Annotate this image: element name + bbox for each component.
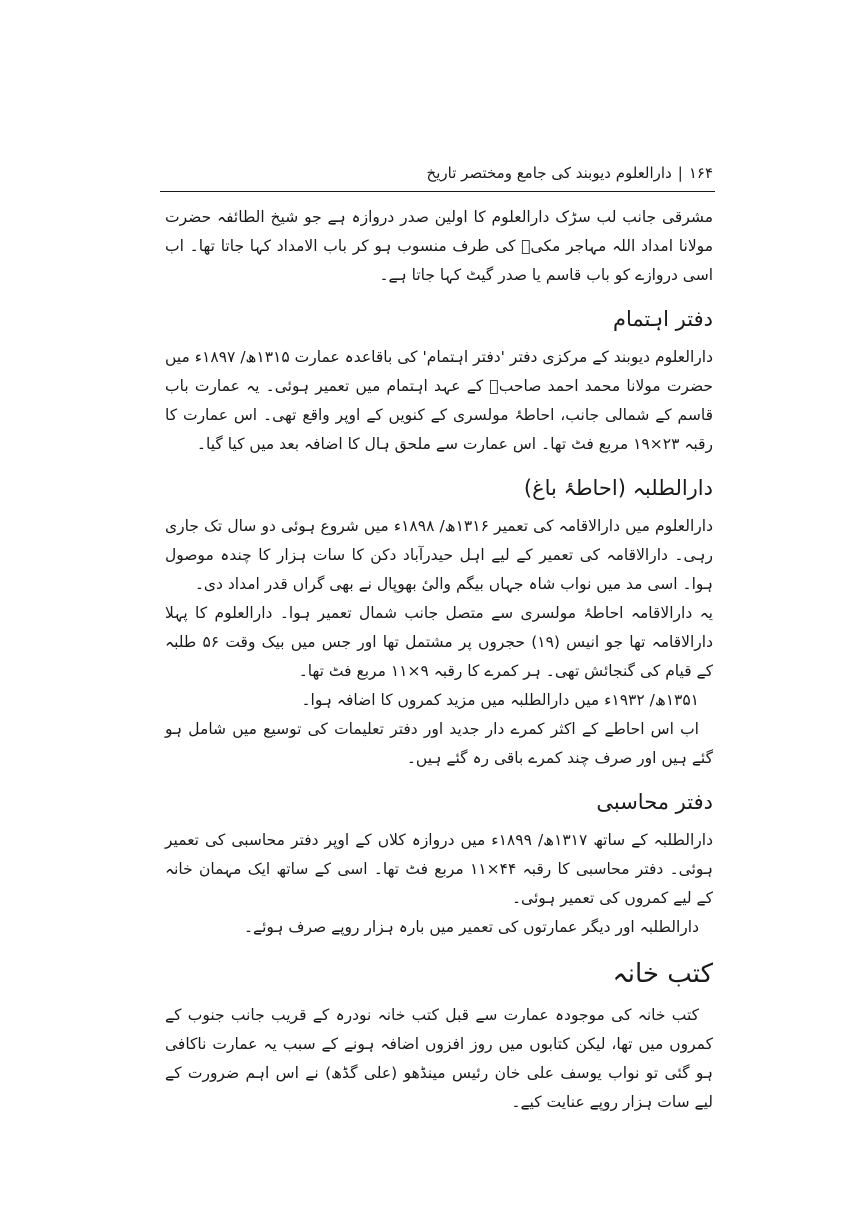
dar-ut-talaba-paragraph-3: ۱۳۵۱ھ/ ۱۹۳۲ء میں دارالطلبہ میں مزید کمروں کا اضافہ ہوا۔ (301, 691, 699, 709)
intro-paragraph: مشرقی جانب لب سڑک دارالعلوم کا اولین صدر دروازہ ہے جو شیخ الطائفہ حضرت مولانا امداد اللہ مہاجر مکیؒ کی طرف منسوب ہو کر باب الامداد کہا جاتا تھا۔ اب اسی دروازے کو باب قاسم یا صدر گیٹ کہا جاتا ہے۔ (165, 208, 713, 284)
dar-ut-talaba-paragraph-1: دارالعلوم میں دارالاقامہ کی تعمیر ۱۳۱۶ھ/ ۱۸۹۸ء میں شروع ہوئی دو سال تک جاری رہی۔ دارالاقامہ کی تعمیر کے لیے اہل حیدرآباد دکن کا سات ہزار کا چندہ موصول ہوا۔ اسی مد میں نواب شاہ جہاں بیگم والیٔ بھوپال نے بھی گراں قدر امداد دی۔ (165, 517, 713, 593)
page-body (165, 203, 713, 1117)
dar-ut-talaba-paragraph-4: اب اس احاطے کے اکثر کمرے دار جدید اور دفتر تعلیمات کی توسیع میں شامل ہو گئے ہیں اور صرف چند کمرے باقی رہ گئے ہیں۔ (165, 720, 713, 767)
daftar-muhasibi-paragraph-1: دارالطلبہ کے ساتھ ۱۳۱۷ھ/ ۱۸۹۹ء میں دروازہ کلاں کے اوپر دفتر محاسبی کی تعمیر ہوئی۔ دفتر محاسبی کا رقبہ ۴۴×۱۱ مربع فٹ تھا۔ اسی کے ساتھ ایک مہمان خانہ کے لیے کمروں کی تعمیر ہوئی۔ (165, 831, 713, 907)
page-number: ۱۶۴ (688, 164, 713, 182)
running-header (165, 158, 713, 188)
section-heading-daftar-ehtemam: دفتر اہتمام (612, 307, 713, 331)
dar-ut-talaba-paragraph-2: یہ دارالاقامہ احاطۂ مولسری سے متصل جانب شمال تعمیر ہوا۔ دارالعلوم کا پہلا دارالاقامہ تھا جو انیس (۱۹) حجروں پر مشتمل تھا اور جس میں بیک وقت ۵۶ طلبہ کے قیام کی گنجائش تھی۔ ہر کمرے کا رقبہ ۹×۱۱ مربع فٹ تھا۔ (165, 604, 713, 680)
section-heading-kutub-khana: کتب خانہ (612, 959, 713, 989)
header-rule (160, 191, 715, 192)
section-heading-daftar-muhasibi: دفتر محاسبی (596, 790, 713, 814)
section-heading-dar-ut-talaba: دارالطلبہ (احاطۂ باغ) (523, 476, 713, 500)
daftar-muhasibi-paragraph-2: دارالطلبہ اور دیگر عمارتوں کی تعمیر میں بارہ ہزار روپے صرف ہوئے۔ (243, 918, 699, 936)
header-separator: | (677, 164, 683, 182)
book-title: دارالعلوم دیوبند کی جامع ومختصر تاریخ (426, 164, 672, 182)
daftar-ehtemam-paragraph: دارالعلوم دیوبند کے مرکزی دفتر 'دفتر اہتمام' کی باقاعدہ عمارت ۱۳۱۵ھ/ ۱۸۹۷ء میں حضرت مولانا محمد احمد صاحبؒ کے عہد اہتمام میں تعمیر ہوئی۔ یہ عمارت باب قاسم کے شمالی جانب، احاطۂ مولسری کے کنویں کے اوپر واقع تھی۔ اس عمارت کا رقبہ ۲۳×۱۹ مربع فٹ تھا۔ اس عمارت سے ملحق ہال کا اضافہ بعد میں کیا گیا۔ (165, 348, 713, 453)
kutub-khana-paragraph: کتب خانہ کی موجودہ عمارت سے قبل کتب خانہ نودرہ کے قریب جانب جنوب کے کمروں میں تھا، لیکن کتابوں میں روز افزوں اضافہ ہونے کے سبب یہ عمارت ناکافی ہو گئی تو نواب یوسف علی خان رئیس مینڈھو (علی گڈھ) نے اس اہم ضرورت کے لیے سات ہزار روپے عنایت کیے۔ (165, 1006, 713, 1111)
